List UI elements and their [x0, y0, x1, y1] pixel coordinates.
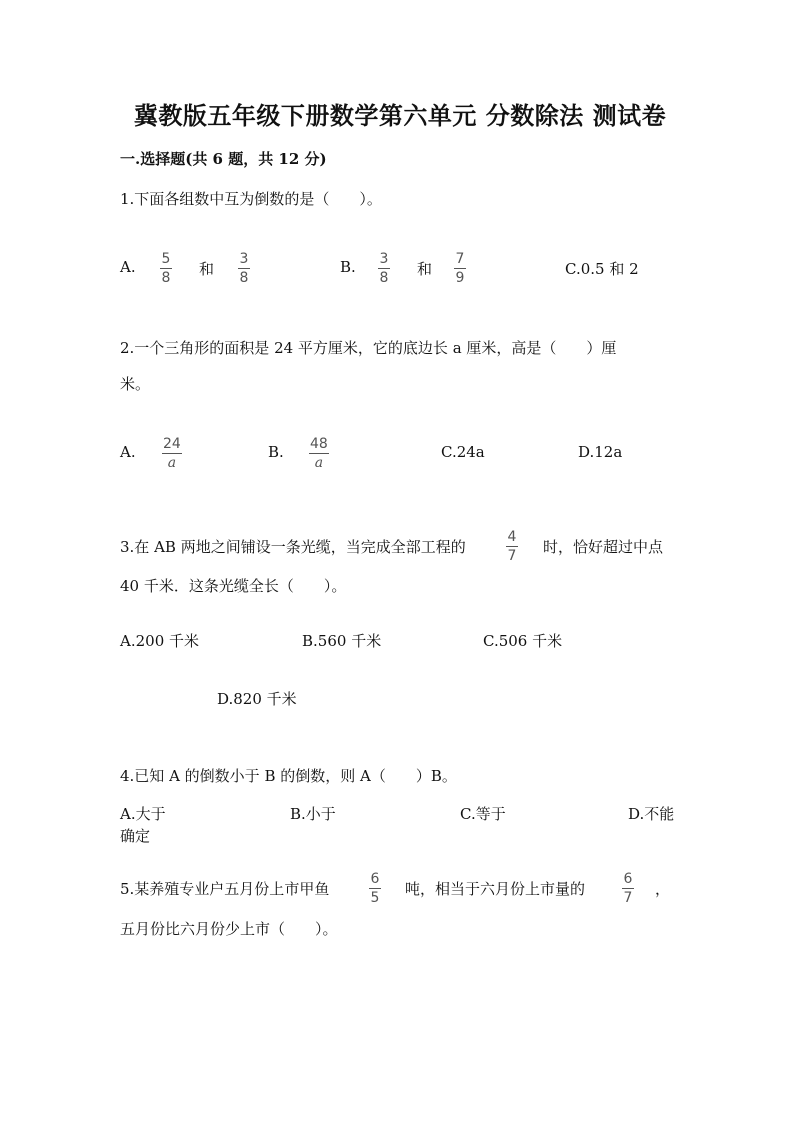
fraction-bar — [162, 453, 182, 454]
fraction-numerator: 3 — [379, 251, 389, 267]
fraction-numerator: 3 — [239, 251, 249, 267]
q1-option-b-label: B. — [340, 258, 356, 276]
fraction-bar — [238, 268, 250, 269]
q2-option-d: D.12a — [578, 443, 623, 461]
fraction-denominator: a — [314, 455, 324, 471]
fraction-numerator: 48 — [310, 436, 328, 452]
fraction-numerator: 24 — [163, 436, 181, 452]
question-5-line-1-end: ， — [655, 880, 671, 898]
fraction-numerator: 6 — [623, 871, 633, 887]
q2-option-c: C.24a — [441, 443, 485, 461]
q1-option-c: C.0.5 和 2 — [565, 260, 639, 278]
question-5-line-1-mid: 吨，相当于六月份上市量的 — [405, 880, 586, 898]
fraction-denominator: 8 — [161, 270, 171, 286]
fraction-denominator: 7 — [507, 548, 517, 564]
q1-option-b-and: 和 — [417, 260, 433, 278]
fraction-numerator: 7 — [455, 251, 465, 267]
fraction-numerator: 6 — [370, 871, 380, 887]
fraction-denominator: 7 — [623, 890, 633, 906]
fraction-denominator: 9 — [455, 270, 465, 286]
q4-option-c: C.等于 — [460, 805, 506, 823]
q5-fraction-1 — [369, 871, 381, 906]
question-5-line-1-pre: 5.某养殖专业户五月份上市甲鱼 — [120, 880, 330, 898]
q2-option-b-fraction — [309, 436, 329, 471]
q1-option-b-fraction-2 — [454, 251, 466, 286]
question-2-line-2: 米。 — [120, 375, 151, 393]
q2-option-a-fraction — [162, 436, 182, 471]
fraction-denominator: 5 — [370, 890, 380, 906]
q3-option-b: B.560 千米 — [302, 632, 382, 650]
question-1-text: 1.下面各组数中互为倒数的是（ ）。 — [120, 190, 382, 208]
q3-option-c: C.506 千米 — [483, 632, 563, 650]
fraction-bar — [506, 546, 518, 547]
fraction-bar — [309, 453, 329, 454]
question-4-text: 4.已知 A 的倒数小于 B 的倒数，则 A（ ）B。 — [120, 767, 457, 785]
fraction-numerator: 5 — [161, 251, 171, 267]
page-title: 冀教版五年级下册数学第六单元 分数除法 测试卷 — [133, 101, 667, 130]
q4-option-a: A.大于 — [120, 805, 166, 823]
q3-fraction — [506, 529, 518, 564]
fraction-bar — [454, 268, 466, 269]
question-3-line-2: 40 千米．这条光缆全长（ ）。 — [120, 577, 347, 595]
fraction-denominator: 8 — [239, 270, 249, 286]
q2-option-b-label: B. — [268, 443, 284, 461]
fraction-bar — [160, 268, 172, 269]
question-2-line-1: 2.一个三角形的面积是 24 平方厘米，它的底边长 a 厘米，高是（ ）厘 — [120, 339, 617, 357]
q5-fraction-2 — [622, 871, 634, 906]
fraction-denominator: 8 — [379, 270, 389, 286]
fraction-denominator: a — [167, 455, 177, 471]
question-5-line-2: 五月份比六月份少上市（ ）。 — [120, 920, 338, 938]
q4-option-d: D.不能 — [628, 805, 675, 823]
fraction-bar — [369, 888, 381, 889]
q3-option-d: D.820 千米 — [217, 690, 297, 708]
q4-option-b: B.小于 — [290, 805, 336, 823]
q1-option-a-fraction-2 — [238, 251, 250, 286]
q1-option-b-fraction-1 — [378, 251, 390, 286]
q3-option-a: A.200 千米 — [120, 632, 199, 650]
section-heading: 一.选择题(共 6 题，共 12 分) — [120, 150, 327, 168]
fraction-numerator: 4 — [507, 529, 517, 545]
fraction-bar — [378, 268, 390, 269]
question-3-line-1-post: 时，恰好超过中点 — [543, 538, 664, 556]
q2-option-a-label: A. — [120, 443, 136, 461]
q1-option-a-label: A. — [120, 258, 136, 276]
q4-option-d-continued: 确定 — [120, 827, 151, 845]
q1-option-a-fraction-1 — [160, 251, 172, 286]
q1-option-a-and: 和 — [199, 260, 215, 278]
question-3-line-1-pre: 3.在 AB 两地之间铺设一条光缆，当完成全部工程的 — [120, 538, 466, 556]
fraction-bar — [622, 888, 634, 889]
